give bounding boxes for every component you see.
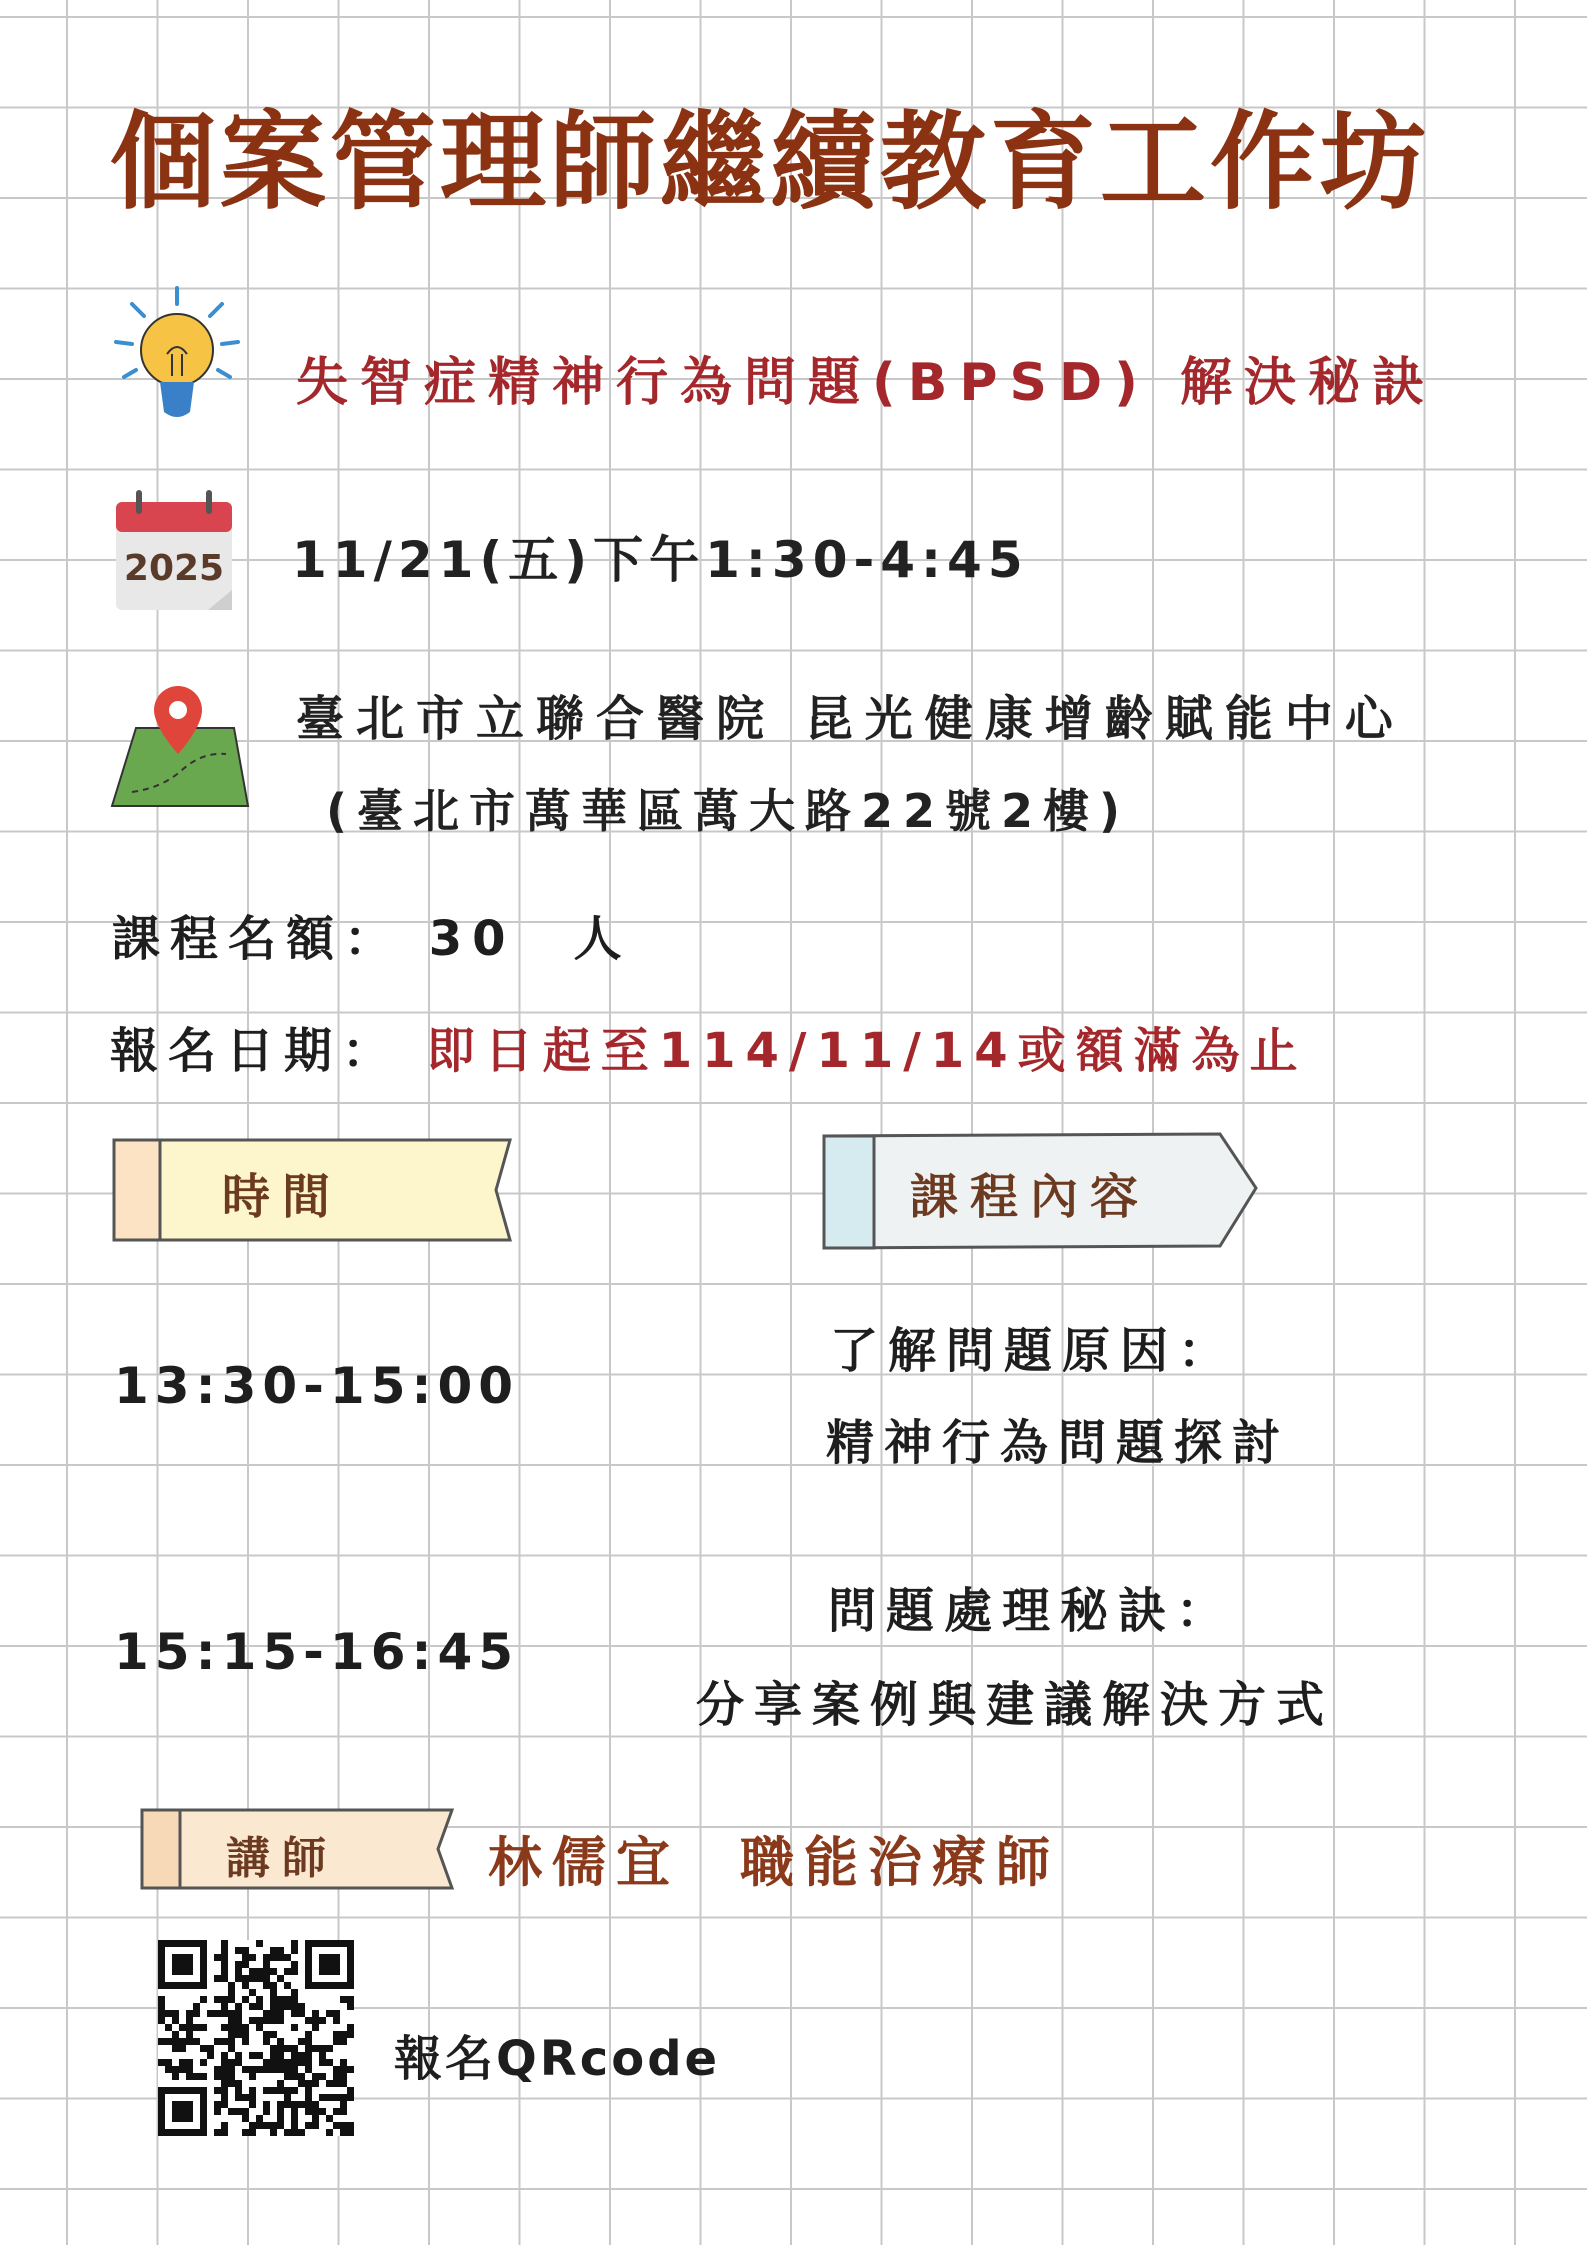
schedule-line2-2: 分享案例與建議解決方式 (696, 1677, 1335, 1733)
registration-value: 即日起至114/11/14或額滿為止 (426, 1023, 1308, 1079)
lightbulb-icon (112, 282, 242, 432)
schedule-time-2: 15:15-16:45 (114, 1623, 520, 1681)
schedule-time-1: 13:30-15:00 (114, 1357, 520, 1415)
registration-label: 報名日期： (110, 1023, 401, 1079)
date-time: 11/21(五)下午1:30-4:45 (292, 531, 1029, 589)
speaker-role: 職能治療師 (740, 1831, 1060, 1894)
schedule-line2-1: 精神行為問題探討 (826, 1415, 1291, 1471)
course-quota: 課程名額： 30 人 (112, 911, 632, 967)
map-pin-icon (110, 680, 250, 810)
schedule-line1-1: 了解問題原因： (830, 1323, 1237, 1379)
speaker-tag-label: 講師 (226, 1833, 338, 1884)
qr-label: 報名QRcode (394, 2031, 721, 2087)
content-header: 課程內容 (910, 1169, 1151, 1225)
venue-address: (臺北市萬華區萬大路22號2樓) (326, 784, 1131, 838)
registration-period (110, 1012, 1308, 1081)
schedule-line1-2: 問題處理秘訣： (828, 1583, 1235, 1639)
speaker-info (488, 1820, 1060, 1897)
venue-name: 臺北市立聯合醫院 昆光健康增齡賦能中心 (296, 691, 1405, 747)
calendar-year: 2025 (123, 548, 225, 589)
topic-text: 失智症精神行為問題(BPSD) 解決秘訣 (296, 353, 1436, 413)
page-title: 個案管理師繼續教育工作坊 (110, 101, 1430, 224)
qr-code-icon (158, 1940, 354, 2136)
calendar-icon (112, 488, 252, 618)
speaker-name: 林儒宜 (488, 1831, 680, 1894)
time-header: 時間 (222, 1169, 343, 1225)
